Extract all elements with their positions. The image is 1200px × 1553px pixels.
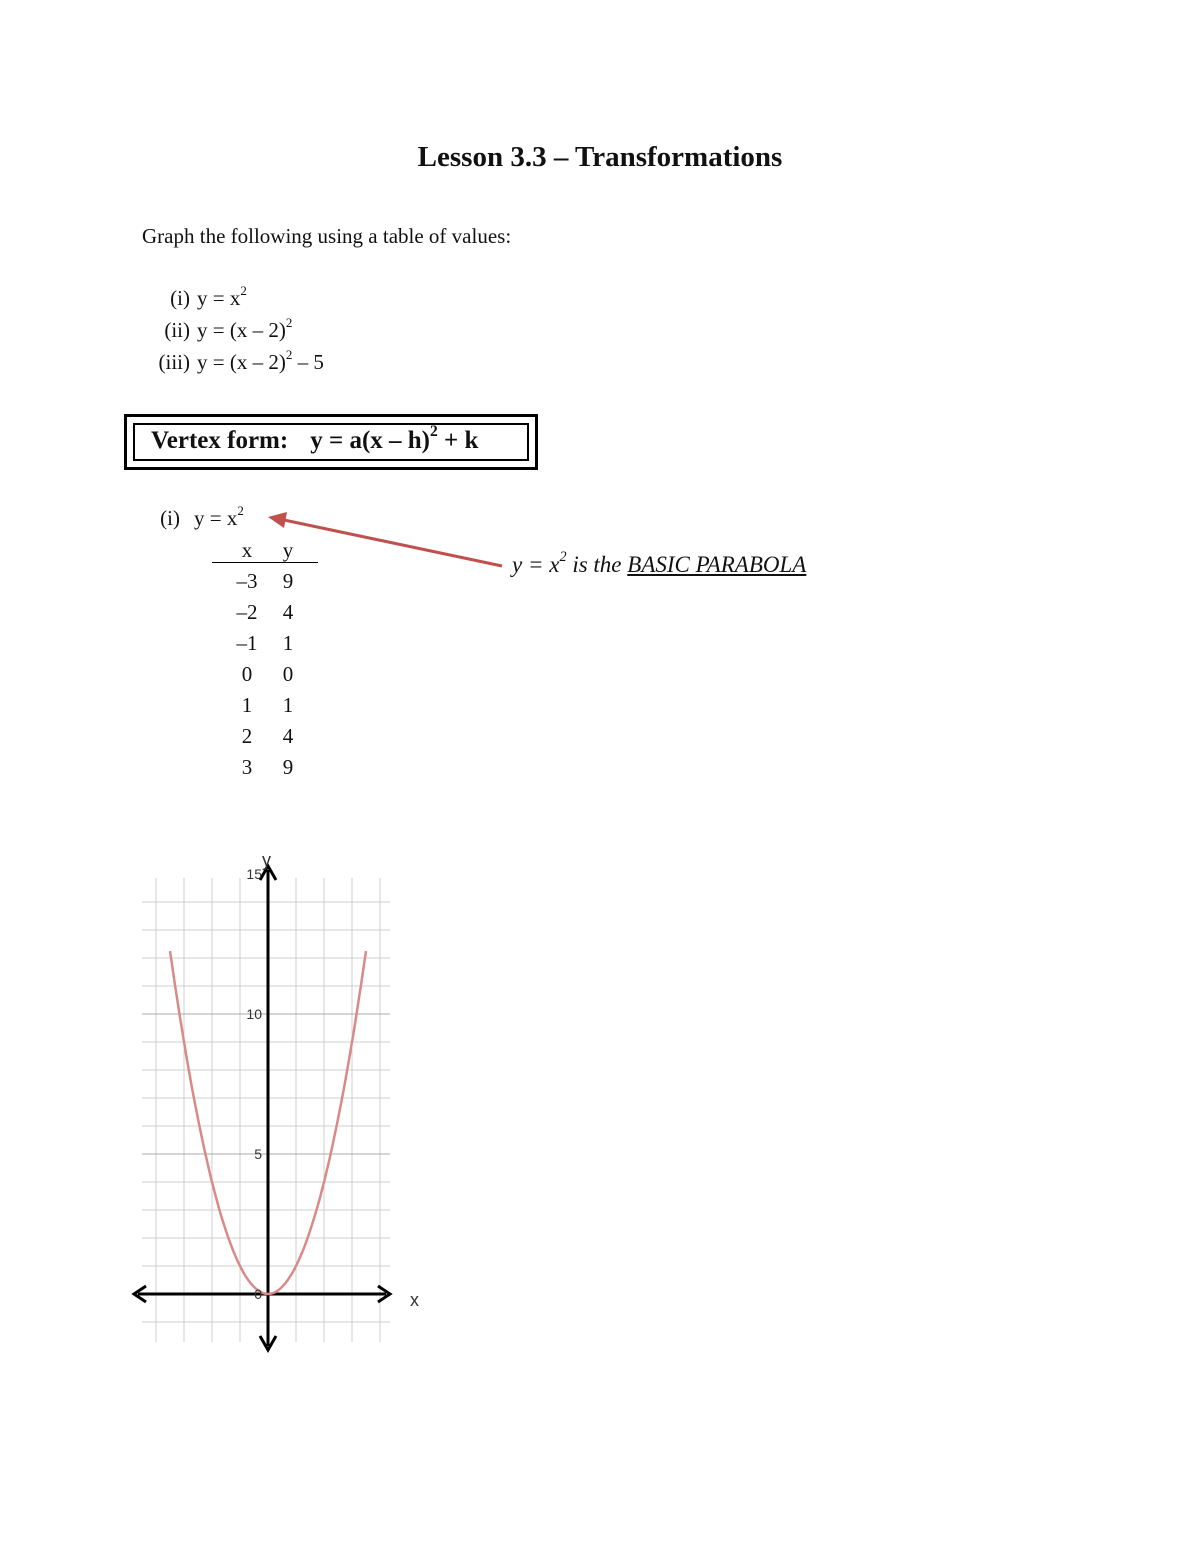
x-axis-label: x: [410, 1290, 419, 1310]
list-equation: y = (x – 2): [197, 318, 286, 342]
section-number: (i): [160, 506, 180, 530]
table-cell: 4: [282, 724, 294, 748]
exponent: 2: [430, 423, 438, 441]
table-cell: –1: [236, 631, 258, 655]
vertex-form-equation-tail: + k: [437, 427, 479, 454]
y-tick-label: 15: [246, 866, 262, 882]
grid: [142, 878, 390, 1342]
tick-labels: [246, 850, 419, 1310]
table-cell: 9: [282, 755, 294, 779]
note-text: is the: [566, 552, 628, 577]
intro-text: Graph the following using a table of values:: [142, 224, 512, 248]
y-tick-label: 5: [254, 1146, 262, 1162]
table-cell: 3: [241, 755, 253, 779]
section-equation: y = x: [194, 506, 238, 530]
note-emphasis: BASIC PARABOLA: [627, 552, 807, 577]
table-cell: 9: [282, 569, 294, 593]
table-cell: 1: [282, 693, 294, 717]
y-tick-label: 10: [246, 1006, 262, 1022]
table-cell: 4: [282, 600, 294, 624]
table-cell: 1: [241, 693, 253, 717]
exponent: 2: [240, 283, 247, 299]
vertex-form-equation: y = a(x – h): [310, 427, 431, 454]
table-cell: 0: [282, 662, 294, 686]
arrow-line: [284, 520, 502, 566]
table-cell: 1: [282, 631, 294, 655]
exponent: 2: [285, 347, 293, 363]
list-number: (iii): [158, 350, 190, 374]
exponent: 2: [237, 503, 244, 519]
list-equation-tail: – 5: [292, 350, 324, 374]
table-cell: –3: [236, 569, 258, 593]
exponent: 2: [559, 549, 567, 566]
y-tick-label: 0: [254, 1286, 262, 1302]
table-cell: 2: [241, 724, 253, 748]
y-axis-label: y: [262, 850, 271, 870]
table-header-x: x: [241, 538, 253, 562]
table-header-y: y: [282, 538, 294, 562]
annotation-arrow: [0, 0, 1200, 700]
vertex-form-label: Vertex form:: [151, 427, 289, 454]
arrow-head-icon: [268, 512, 287, 528]
parabola-graph: [120, 850, 440, 1360]
table-cell: –2: [236, 600, 258, 624]
note-equation: y = x: [512, 552, 560, 577]
exponent: 2: [285, 315, 293, 331]
list-number: (ii): [164, 318, 190, 342]
list-number: (i): [170, 286, 190, 310]
page-title: Lesson 3.3 – Transformations: [417, 141, 783, 173]
basic-parabola-note: [512, 549, 807, 578]
table-cell: 0: [241, 662, 253, 686]
list-equation: y = x: [197, 286, 241, 310]
list-equation: y = (x – 2): [197, 350, 286, 374]
